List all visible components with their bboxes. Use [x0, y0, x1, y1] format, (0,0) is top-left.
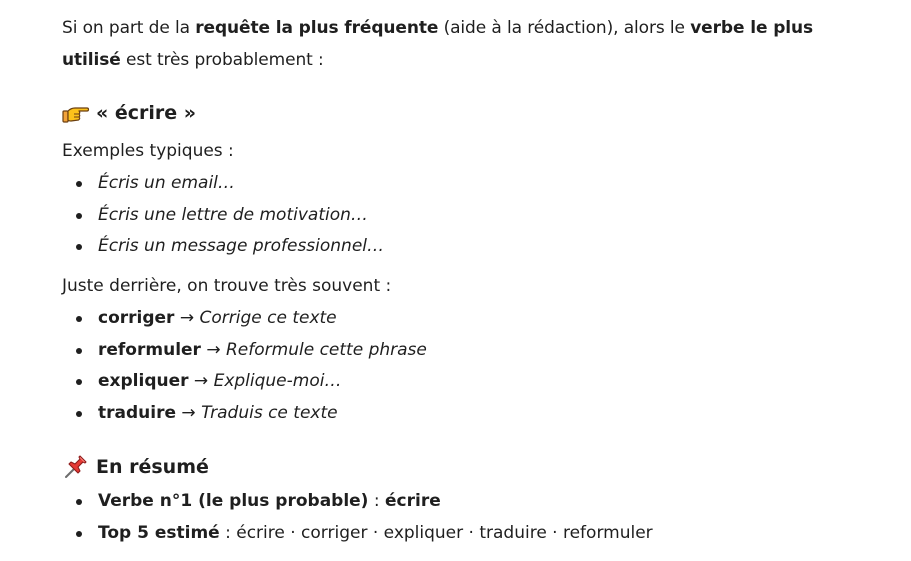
- list-item: [62, 366, 871, 398]
- verb-name: reformuler: [98, 339, 201, 360]
- bullet-dot: [76, 213, 82, 219]
- summary-sep: :: [368, 490, 386, 511]
- example-text: Écris un message professionnel…: [98, 236, 385, 257]
- arrow: →: [174, 308, 200, 329]
- verb-example: Traduis ce texte: [201, 403, 338, 424]
- bullet-dot: [76, 499, 82, 505]
- examples-list: [62, 168, 871, 263]
- list-item: [62, 486, 871, 518]
- list-item: [62, 303, 871, 335]
- bullet-dot: [76, 316, 82, 322]
- example-text: Écris une lettre de motivation…: [98, 204, 368, 225]
- next-verbs-label: Juste derrière, on trouve très souvent :: [62, 276, 392, 297]
- example-text: Écris un email…: [98, 173, 235, 193]
- list-item: [62, 518, 871, 550]
- verb-name: expliquer: [98, 371, 189, 392]
- summary-label: Verbe n°1 (le plus probable): [98, 490, 369, 511]
- bullet-dot: [76, 411, 82, 417]
- list-item: [62, 200, 871, 232]
- list-item: [62, 231, 871, 263]
- bullet-dot: [76, 379, 82, 385]
- list-item: [62, 168, 871, 200]
- heading-ecrire: [62, 98, 871, 128]
- bullet-dot: [76, 531, 82, 537]
- verb-example: Corrige ce texte: [199, 308, 337, 329]
- heading-resume-title: En résumé: [96, 455, 209, 478]
- verb-name: corriger: [98, 308, 175, 329]
- verb-example: Explique-moi…: [213, 371, 342, 392]
- heading-resume: [62, 452, 871, 482]
- pointing-hand-icon: [62, 100, 90, 126]
- summary-label: Top 5 estimé: [98, 522, 220, 543]
- verb-name: traduire: [98, 403, 176, 424]
- list-item: [62, 398, 871, 430]
- heading-ecrire-title: « écrire »: [96, 102, 197, 124]
- intro-bold-1: requête la plus fréquente: [195, 18, 439, 38]
- arrow: →: [200, 339, 226, 360]
- bullet-dot: [76, 244, 82, 250]
- verb-example: Reformule cette phrase: [226, 339, 427, 360]
- intro-text-2: (aide à la rédaction), alors le: [438, 18, 691, 38]
- list-item: [62, 335, 871, 367]
- intro-bold-2: verbe le plus utilisé: [62, 18, 814, 70]
- summary-list: [62, 486, 871, 549]
- pushpin-icon: [62, 454, 90, 480]
- summary-sep: :: [219, 522, 237, 543]
- intro-text-3: est très probablement :: [120, 50, 324, 70]
- arrow: →: [176, 403, 202, 424]
- examples-label: Exemples typiques :: [62, 141, 234, 161]
- summary-value: écrire · corriger · expliquer · traduire · reformuler: [236, 522, 653, 543]
- verbs-list: [62, 303, 871, 430]
- summary-value: écrire: [385, 490, 441, 511]
- intro-paragraph: [62, 12, 871, 76]
- arrow: →: [188, 371, 214, 392]
- intro-text-1: Si on part de la: [62, 18, 196, 38]
- bullet-dot: [76, 348, 82, 354]
- bullet-dot: [76, 181, 82, 187]
